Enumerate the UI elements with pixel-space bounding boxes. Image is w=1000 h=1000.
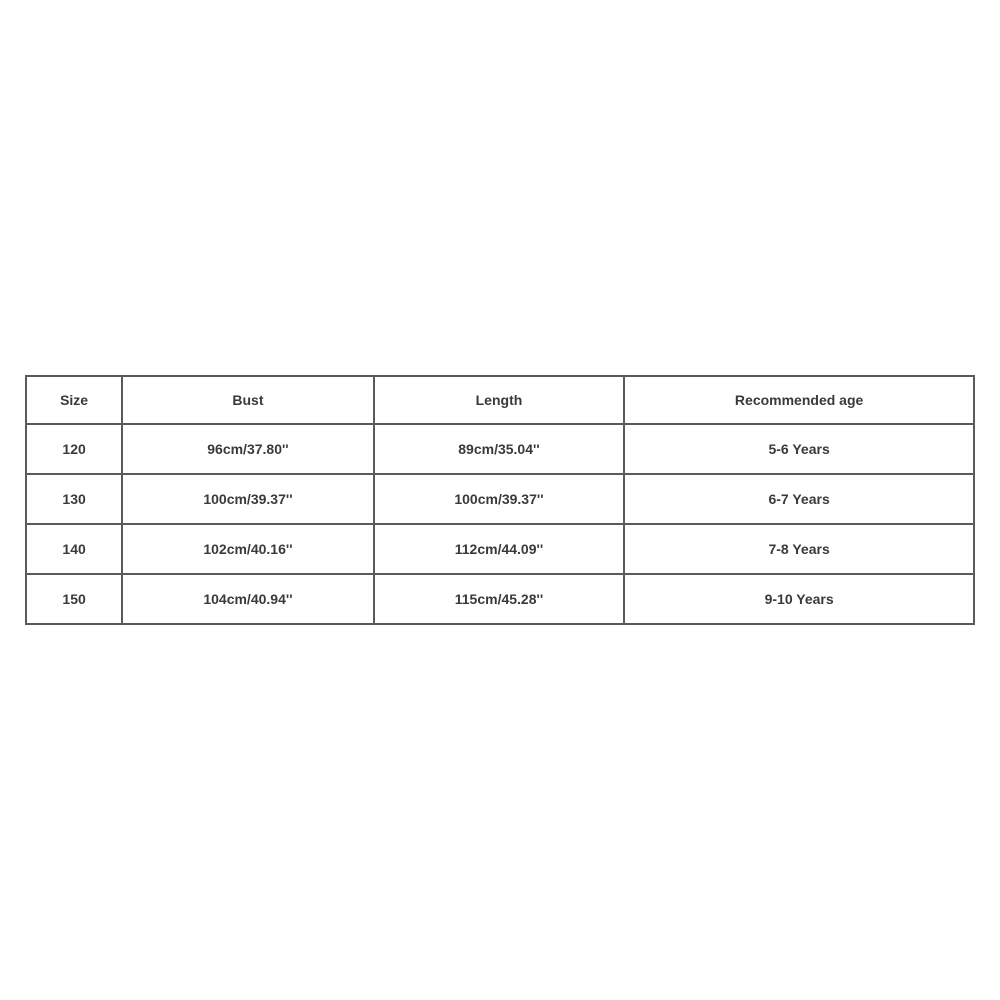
header-bust: Bust	[122, 376, 374, 424]
cell-bust: 104cm/40.94''	[122, 574, 374, 624]
cell-size: 140	[26, 524, 122, 574]
header-length: Length	[374, 376, 625, 424]
cell-recommended-age: 9-10 Years	[624, 574, 974, 624]
cell-length: 89cm/35.04''	[374, 424, 625, 474]
cell-length: 112cm/44.09''	[374, 524, 625, 574]
cell-bust: 96cm/37.80''	[122, 424, 374, 474]
cell-bust: 102cm/40.16''	[122, 524, 374, 574]
header-size: Size	[26, 376, 122, 424]
size-chart-table	[25, 375, 975, 625]
cell-size: 150	[26, 574, 122, 624]
cell-bust: 100cm/39.37''	[122, 474, 374, 524]
cell-size: 120	[26, 424, 122, 474]
header-recommended-age: Recommended age	[624, 376, 974, 424]
header-row	[26, 376, 974, 424]
table-header	[26, 376, 974, 424]
table-row	[26, 524, 974, 574]
cell-length: 115cm/45.28''	[374, 574, 625, 624]
table-row	[26, 474, 974, 524]
cell-length: 100cm/39.37''	[374, 474, 625, 524]
table-row	[26, 574, 974, 624]
cell-recommended-age: 7-8 Years	[624, 524, 974, 574]
cell-recommended-age: 5-6 Years	[624, 424, 974, 474]
cell-size: 130	[26, 474, 122, 524]
table-row	[26, 424, 974, 474]
table-body	[26, 424, 974, 624]
cell-recommended-age: 6-7 Years	[624, 474, 974, 524]
